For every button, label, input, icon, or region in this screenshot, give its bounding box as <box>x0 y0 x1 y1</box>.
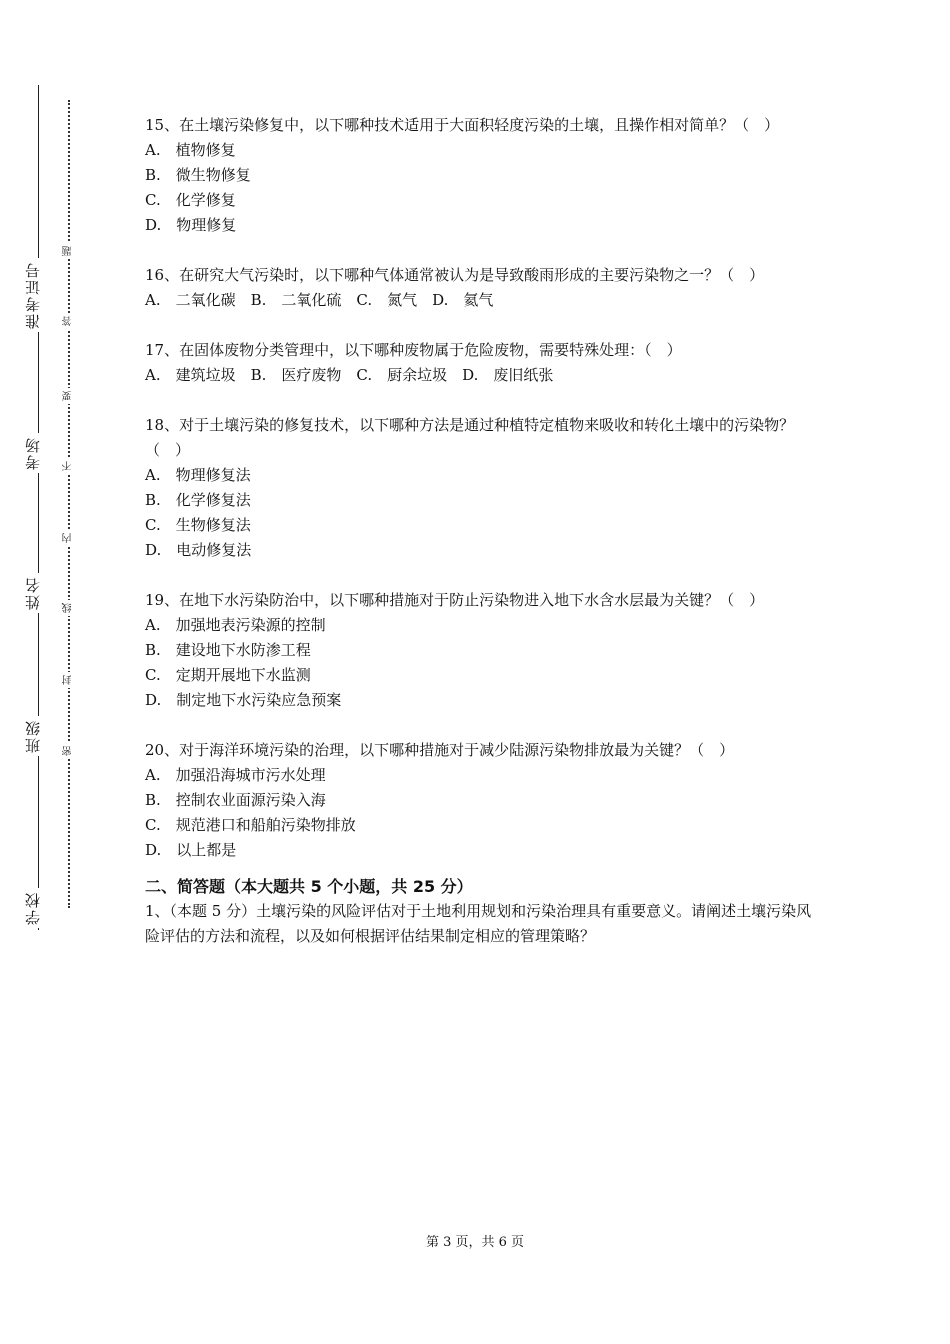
question-16 <box>145 263 815 313</box>
seal-char: 密 <box>61 743 76 759</box>
option-c: C. 化学修复 <box>145 191 236 209</box>
option-d: D. 以上都是 <box>145 841 237 859</box>
seal-char: 封 <box>61 672 76 688</box>
question-15 <box>145 113 815 238</box>
option-d: D. 电动修复法 <box>145 541 252 559</box>
seal-char: 内 <box>61 530 76 546</box>
option-a: A. 加强地表污染源的控制 <box>145 616 326 634</box>
options-inline: A. 建筑垃圾 B. 医疗废物 C. 厨余垃圾 D. 废旧纸张 <box>145 366 554 384</box>
option-d: D. 制定地下水污染应急预案 <box>145 691 342 709</box>
essay-question-1: 1、（本题 5 分）土壤污染的风险评估对于土地利用规划和污染治理具有重要意义。请阐述土壤污染风险评估的方法和流程，以及如何根据评估结果制定相应的管理策略？ <box>145 902 812 945</box>
seal-char: 题 <box>61 243 76 259</box>
option-c: C. 生物修复法 <box>145 516 251 534</box>
page-number: 第 3 页，共 6 页 <box>425 1235 525 1250</box>
label-name: 姓名 <box>22 573 43 613</box>
question-stem: 15、在土壤污染修复中，以下哪种技术适用于大面积轻度污染的土壤，且操作相对简单？（ ） <box>145 116 780 134</box>
label-exam-room: 考场 <box>22 433 43 473</box>
seal-char: 答 <box>61 313 76 329</box>
option-c: C. 规范港口和船舶污染物排放 <box>145 816 356 834</box>
question-20 <box>145 738 815 863</box>
question-18 <box>145 413 815 563</box>
section-title: 二、简答题（本大题共 5 个小题，共 25 分） <box>145 877 473 896</box>
seal-dotted-line <box>68 100 70 908</box>
option-d: D. 物理修复 <box>145 216 237 234</box>
option-b: B. 化学修复法 <box>145 491 251 509</box>
seal-char: 要 <box>61 388 76 404</box>
option-a: A. 植物修复 <box>145 141 236 159</box>
question-19 <box>145 588 815 713</box>
options-inline: A. 二氧化碳 B. 二氧化硫 C. 氮气 D. 氦气 <box>145 291 494 309</box>
label-school: 学校 <box>22 888 43 928</box>
option-b: B. 微生物修复 <box>145 166 251 184</box>
option-a: A. 物理修复法 <box>145 466 251 484</box>
question-stem: 16、在研究大气污染时，以下哪种气体通常被认为是导致酸雨形成的主要污染物之一？（ ） <box>145 266 765 284</box>
binding-solid-line <box>38 85 39 930</box>
option-a: A. 加强沿海城市污水处理 <box>145 766 326 784</box>
question-stem: 20、对于海洋环境污染的治理，以下哪种措施对于减少陆源污染物排放最为关键？（ ） <box>145 741 735 759</box>
exam-content <box>145 113 815 949</box>
seal-char: 线 <box>61 600 76 616</box>
option-c: C. 定期开展地下水监测 <box>145 666 311 684</box>
question-stem: 17、在固体废物分类管理中，以下哪种废物属于危险废物，需要特殊处理：（ ） <box>145 341 682 359</box>
binding-margin <box>0 0 90 1344</box>
seal-char: 不 <box>61 458 76 474</box>
label-exam-id: 准考证号 <box>22 258 43 332</box>
question-stem: 18、对于土壤污染的修复技术，以下哪种方法是通过种植特定植物来吸收和转化土壤中的污染物？（ ） <box>145 416 795 459</box>
option-b: B. 控制农业面源污染入海 <box>145 791 326 809</box>
question-17 <box>145 338 815 388</box>
option-b: B. 建设地下水防渗工程 <box>145 641 311 659</box>
question-stem: 19、在地下水污染防治中，以下哪种措施对于防止污染物进入地下水含水层最为关键？（ ） <box>145 591 765 609</box>
label-class: 班级 <box>22 716 43 756</box>
